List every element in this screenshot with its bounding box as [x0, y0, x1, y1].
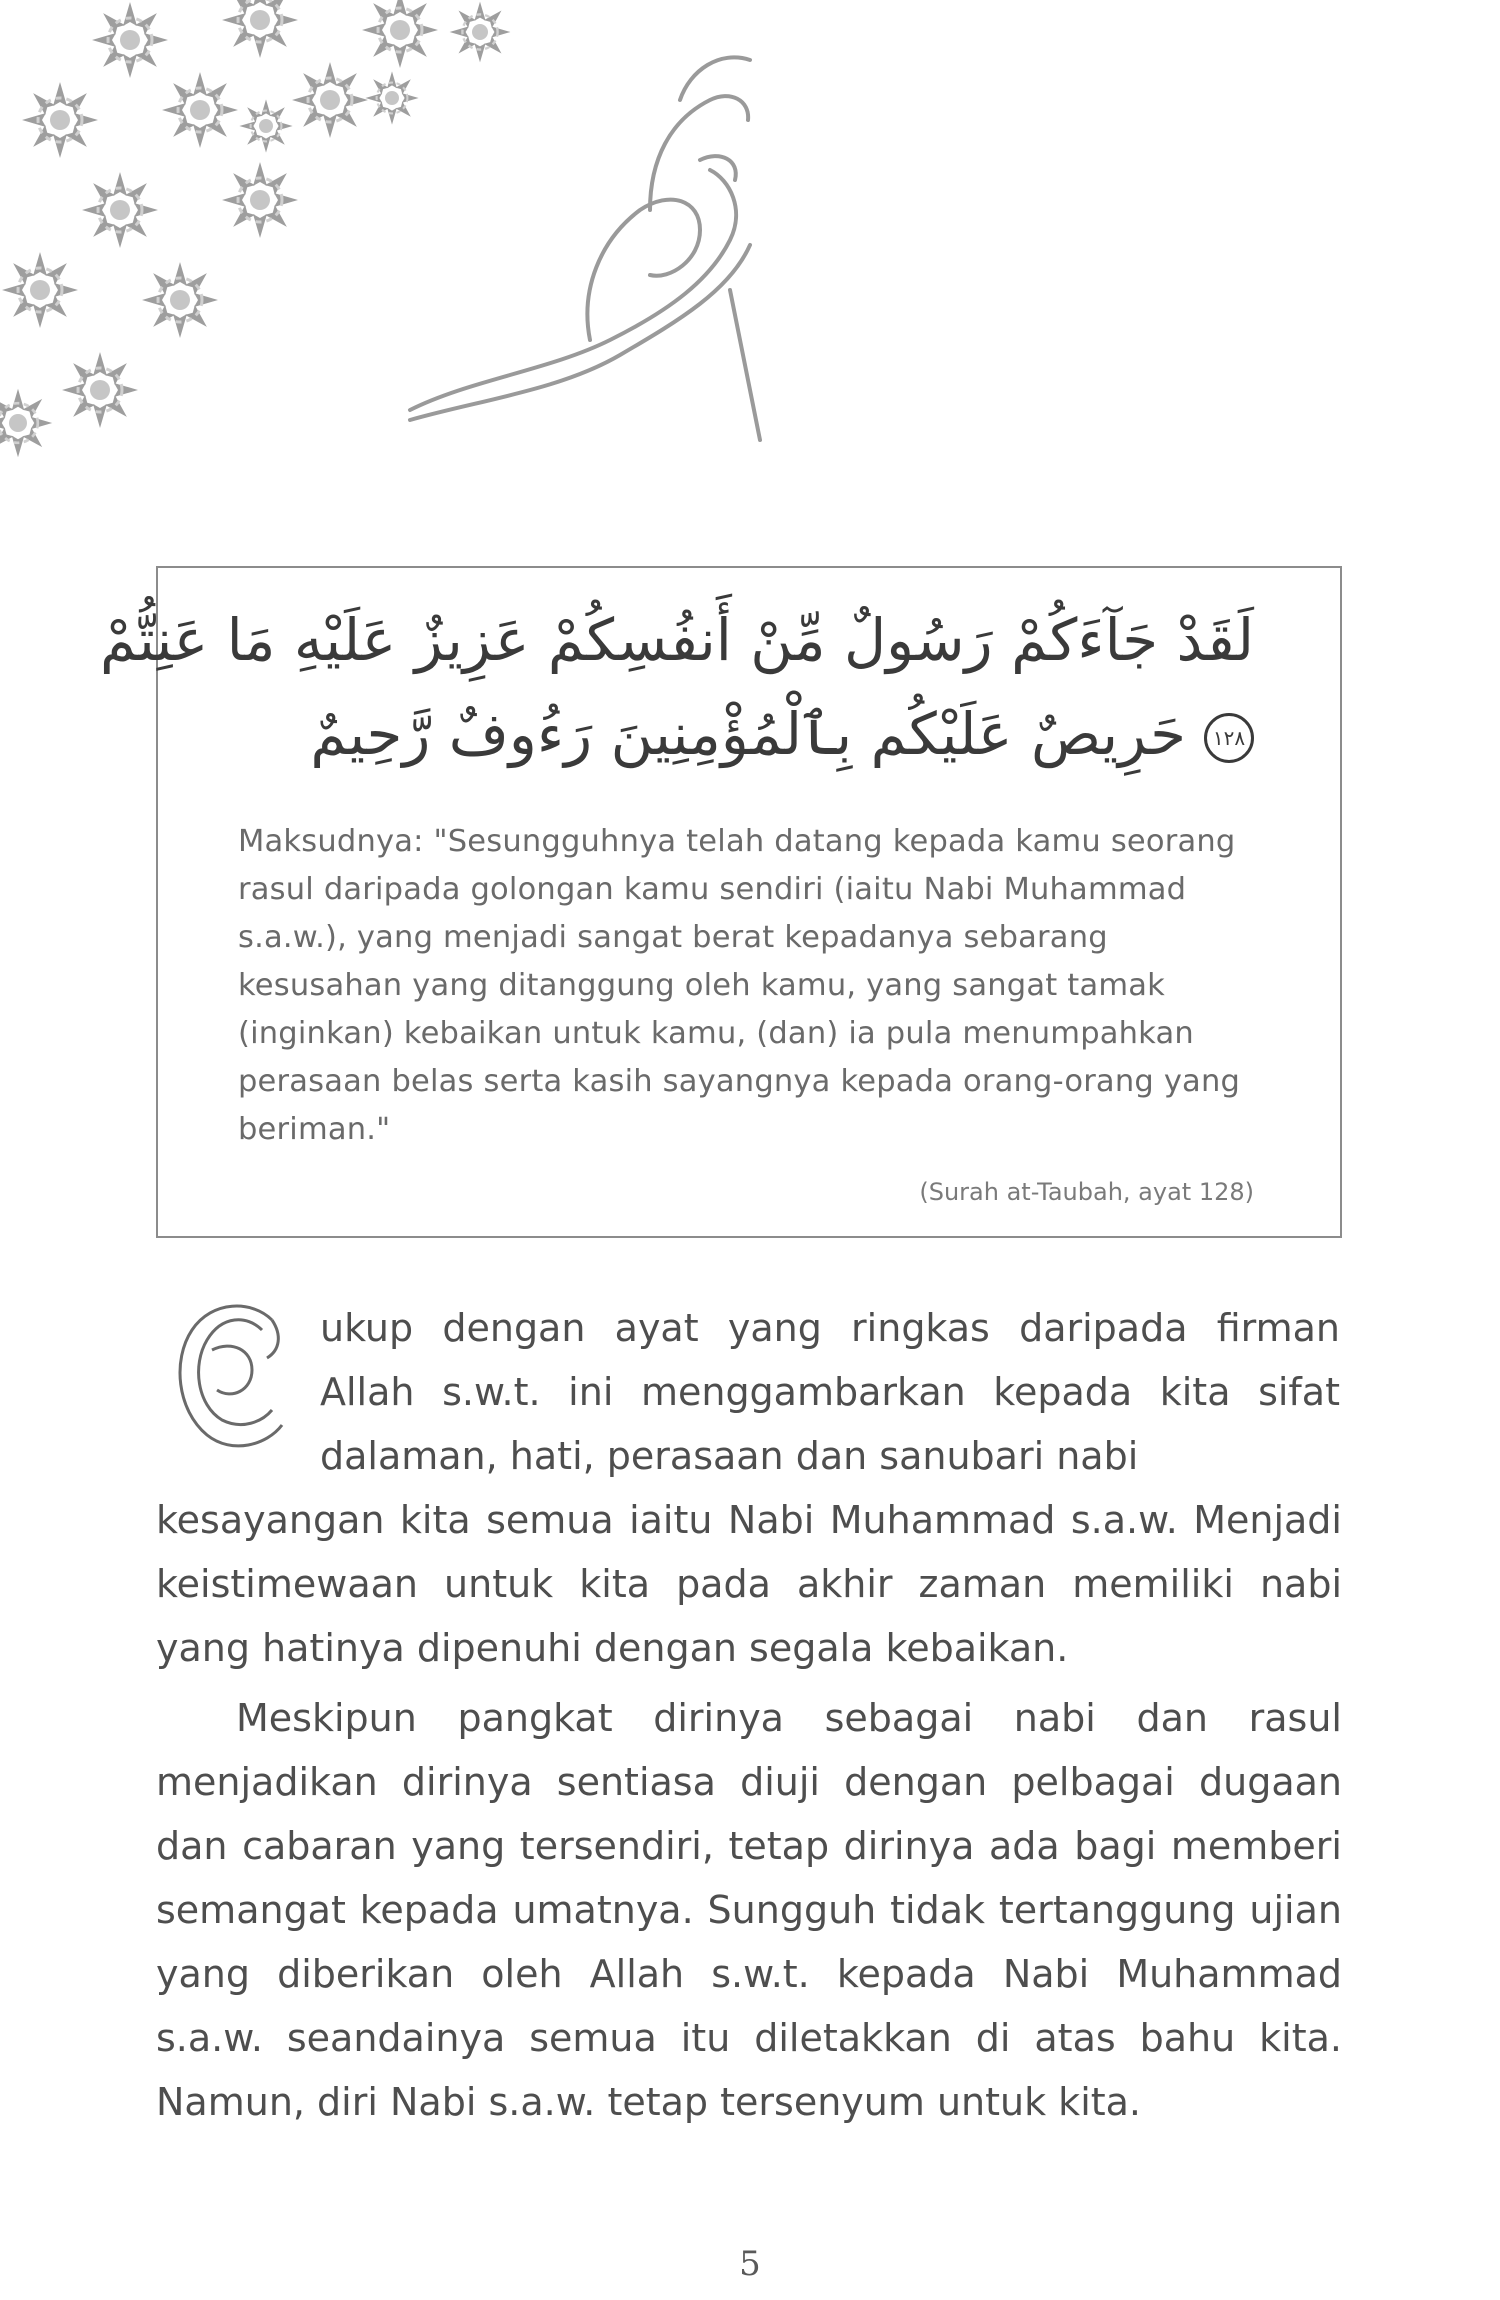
- ayah-number-marker: ١٢٨: [1204, 713, 1254, 763]
- arabic-verse-line-2: [238, 700, 1254, 768]
- paragraph-1-continued: kesayangan kita semua iaitu Nabi Muhammad s.a.w. Menjadi keistimewaan untuk kita pada akhir zaman memiliki nabi yang hatinya dipenuhi dengan segala kebaikan.: [156, 1498, 1342, 1670]
- dropcap-c-icon: [152, 1290, 302, 1460]
- verse-box: [100, 566, 1342, 1238]
- arabic-verse-line-2-text: حَرِيصٌ عَلَيْكُم بِٱلْمُؤْمِنِينَ رَءُوفٌ رَّحِيمٌ: [310, 700, 1186, 768]
- page-number: 5: [739, 2244, 761, 2284]
- verse-source: (Surah at-Taubah, ayat 128): [919, 1178, 1254, 1206]
- arabic-verse-line-1: لَقَدْ جَآءَكُمْ رَسُولٌ مِّنْ أَنفُسِكُمْ عَزِيزٌ عَلَيْهِ مَا عَنِتُّمْ: [100, 606, 1254, 674]
- verse-translation: Maksudnya: "Sesungguhnya telah datang kepada kamu seorang rasul daripada golongan kamu sendiri (iaitu Nabi Muhammad s.a.w.), yang menjadi sangat berat kepadanya sebarang kesusahan yang ditanggung oleh kamu, yang sangat tamak (inginkan) kebaikan untuk kamu, (dan) ia pula menumpahkan perasaan belas serta kasih sayangnya kepada orang-orang yang beriman.": [238, 824, 1241, 1147]
- paragraph-1-opening: ukup dengan ayat yang ringkas daripada firman Allah s.w.t. ini menggambarkan kepada kita sifat dalaman, hati, perasaan dan sanubari nabi: [320, 1306, 1340, 1478]
- paragraph-2: Meskipun pangkat dirinya sebagai nabi dan rasul menjadikan dirinya sentiasa diuji dengan pelbagai dugaan dan cabaran yang tersendiri, tetap dirinya ada bagi memberi semangat kepada umatnya. Sungguh tidak tertanggung ujian yang diberikan oleh Allah s.w.t. kepada Nabi Muhammad s.a.w. seandainya semua itu diletakkan di atas bahu kita. Namun, diri Nabi s.a.w. tetap tersenyum untuk kita.: [156, 1696, 1342, 2124]
- calligraphy-emblem: [350, 40, 870, 480]
